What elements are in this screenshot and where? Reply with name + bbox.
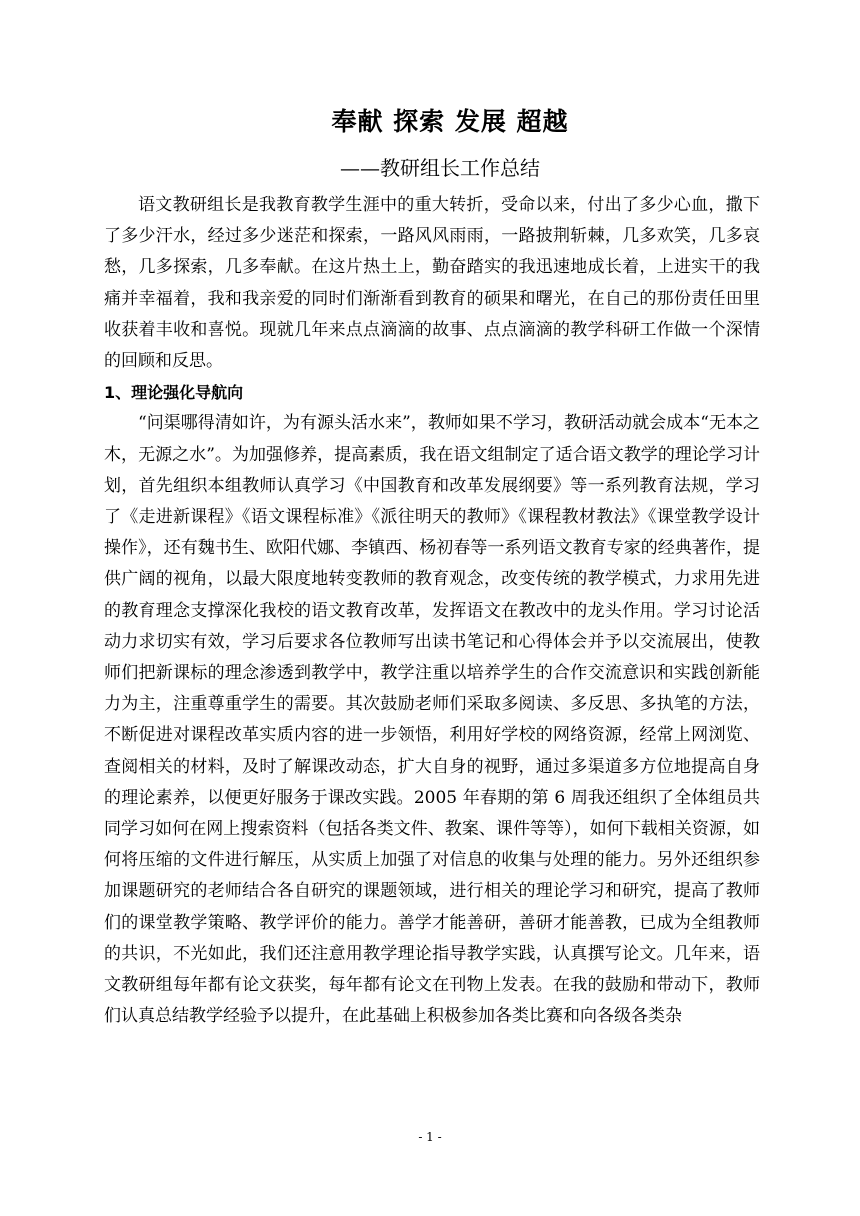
document-subtitle: ——教研组长工作总结 [340, 156, 540, 180]
document-body [104, 190, 760, 1032]
document-title: 奉献 探索 发展 超越 [331, 107, 569, 136]
section-heading: 1、理论强化导航向 [104, 383, 244, 403]
intro-paragraph: 语文教研组长是我教育教学生涯中的重大转折，受命以来，付出了多少心血，撒下了多少汗水，经过多少迷茫和探索，一路风风雨雨，一路披荆斩棘，几多欢笑，几多哀愁，几多探索，几多奉献。在这片热土上，勤奋踏实的我迅速地成长着，上进实干的我痛并幸福着，我和我亲爱的同时们渐渐看到教育的硕果和曙光，在自己的那份责任田里收获着丰收和喜悦。现就几年来点点滴滴的故事、点点滴滴的教学科研工作做一个深情的回顾和反思。 [104, 195, 760, 372]
section-paragraph: “问渠哪得清如许，为有源头活水来”，教师如果不学习，教研活动就会成本“无本之木，无源之水”。为加强修养，提高素质，我在语文组制定了适合语文教学的理论学习计划，首先组织本组教师认真学习《中国教育和改革发展纲要》等一系列教育法规，学习了《走进新课程》《语文课程标准》《派往明天的教师》《课程教材教法》《课堂教学设计操作》，还有魏书生、欧阳代娜、李镇西、杨初春等一系列语文教育专家的经典著作，提供广阔的视角，以最大限度地转变教师的教育观念，改变传统的教学模式，力求用先进的教育理念支撑深化我校的语文教育改革，发挥语文在教改中的龙头作用。学习讨论活动力求切实有效，学习后要求各位教师写出读书笔记和心得体会并予以交流展出，使教师们把新课标的理念渗透到教学中，教学注重以培养学生的合作交流意识和实践创新能力为主，注重尊重学生的需要。其次鼓励老师们采取多阅读、多反思、多执笔的方法，不断促进对课程改革实质内容的进一步领悟，利用好学校的网络资源，经常上网浏览、查阅相关的材料，及时了解课改动态，扩大自身的视野，通过多渠道多方位地提高自身的理论素养，以便更好服务于课改实践。2005 年春期的第 6 周我还组织了全体组员共同学习如何在网上搜索资料（包括各类文件、教案、课件等等），如何下载相关资源，如何将压缩的文件进行解压，从实质上加强了对信息的收集与处理的能力。另外还组织参加课题研究的老师结合各自研究的课题领域，进行相关的理论学习和研究，提高了教师们的课堂教学策略、教学评价的能力。善学才能善研，善研才能善教，已成为全组教师的共识，不光如此，我们还注意用教学理论指导教学实践，认真撰写论文。几年来，语文教研组每年都有论文获奖，每年都有论文在刊物上发表。在我的鼓励和带动下，教师们认真总结教学经验予以提升，在此基础上积极参加各类比赛和向各级各类杂 [104, 413, 760, 1027]
page-number: - 1 - [418, 1130, 442, 1144]
